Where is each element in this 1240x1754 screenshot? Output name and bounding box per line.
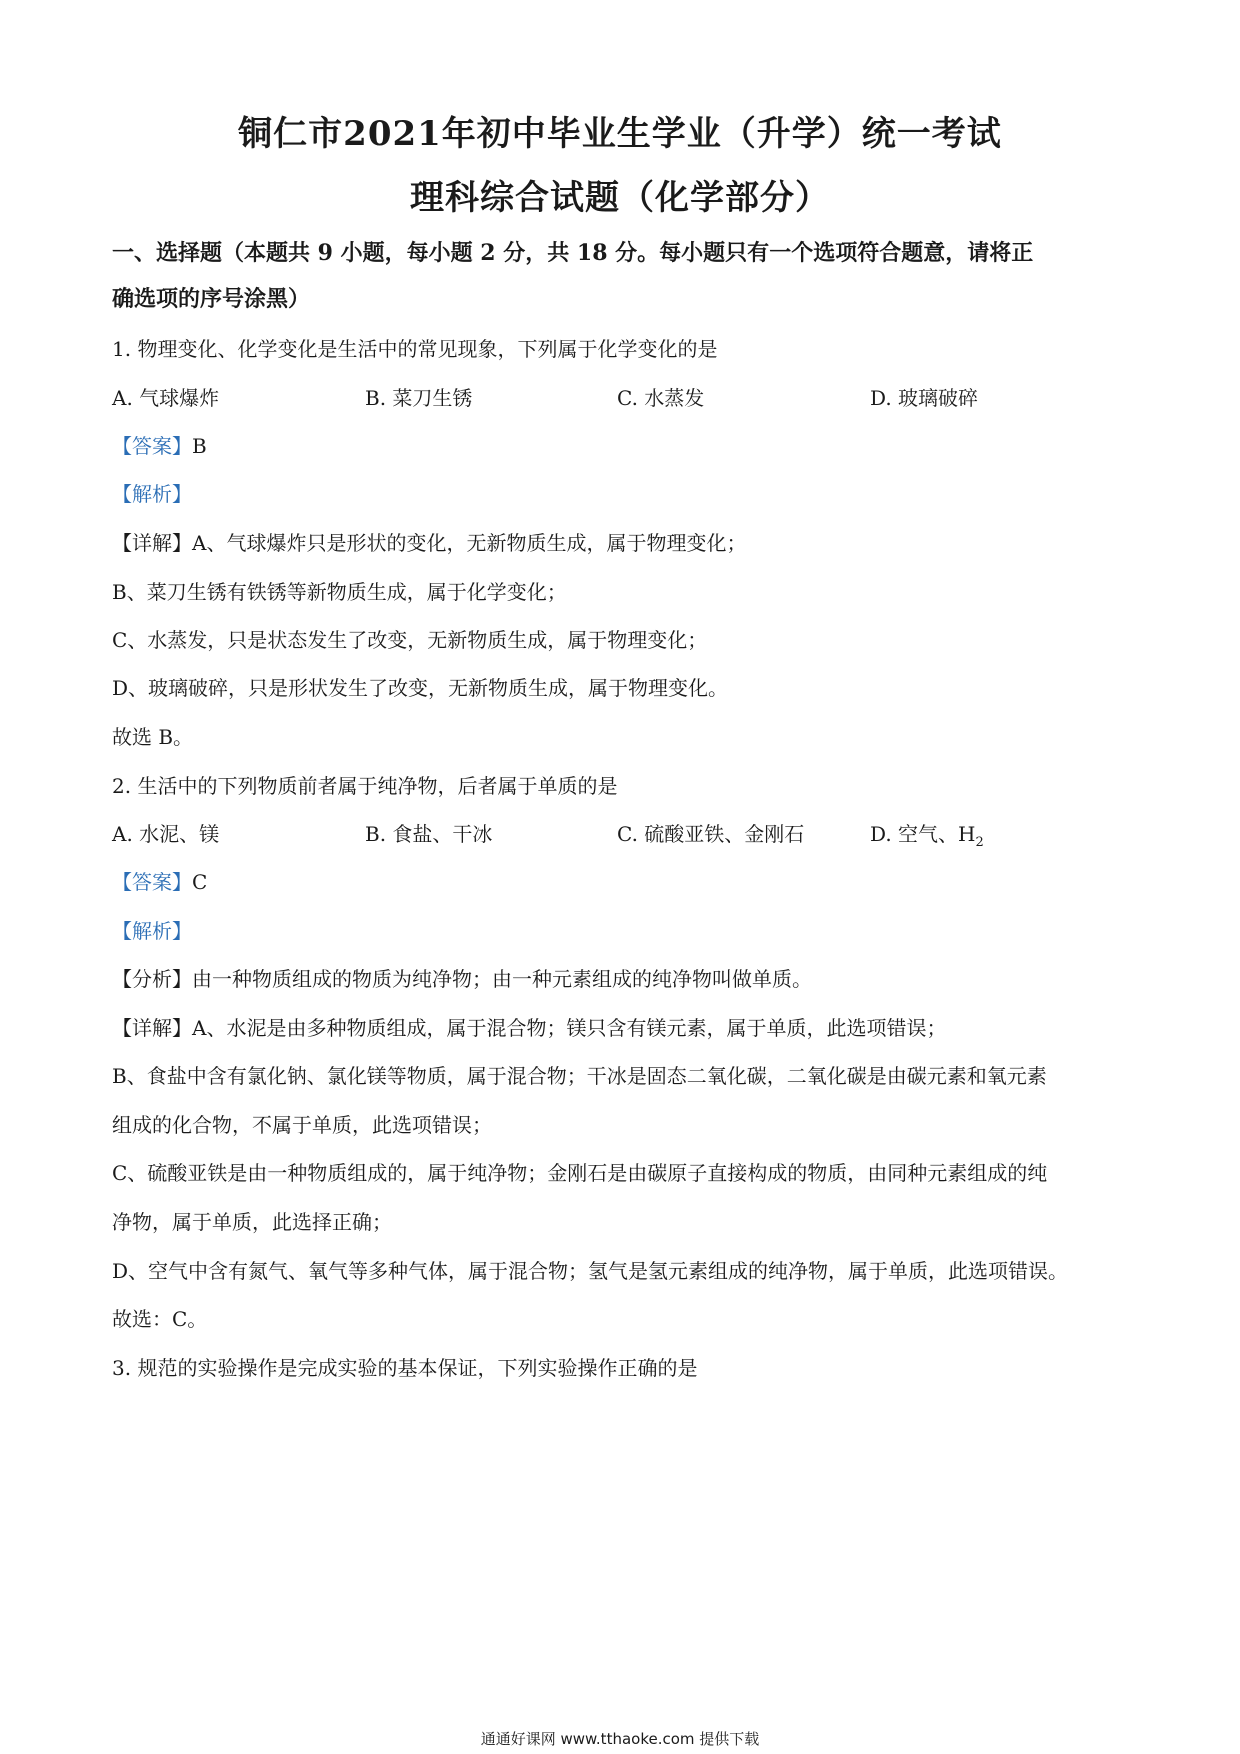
q1-detail-line: B、菜刀生锈有铁锈等新物质生成，属于化学变化； [112,580,567,604]
q2-detail-line: B、食盐中含有氯化钠、氯化镁等物质，属于混合物；干冰是固态二氧化碳，二氧化碳是由碳元素和氧元素 [112,1064,1047,1088]
answer-tag: 【答案】 [112,434,192,458]
page-title: 铜仁市2021年初中毕业生学业（升学）统一考试 [238,114,1002,154]
section-heading-line1: 一、选择题（本题共 9 小题，每小题 2 分，共 18 分。每小题只有一个选项符合题意，请将正 [112,240,1034,266]
q2-option-d-text: D. 空气、H [870,822,976,846]
q2-option-d [870,818,984,850]
page-subtitle: 理科综合试题（化学部分） [410,178,830,218]
q2-detail-line: D、空气中含有氮气、氧气等多种气体，属于混合物；氢气是氢元素组成的纯净物，属于单质，此选项错误。 [112,1259,1069,1283]
q2-stem: 2. 生活中的下列物质前者属于纯净物，后者属于单质的是 [112,774,618,798]
answer-value: B [192,434,207,458]
q2-detail-line: 【分析】由一种物质组成的物质为纯净物；由一种元素组成的纯净物叫做单质。 [112,967,812,991]
q1-option-b: B. 菜刀生锈 [365,386,473,410]
q2-option-a: A. 水泥、镁 [112,822,220,846]
q2-detail-line: 【详解】A、水泥是由多种物质组成，属于混合物；镁只含有镁元素，属于单质，此选项错误； [112,1016,947,1040]
q1-detail-line: C、水蒸发，只是状态发生了改变，无新物质生成，属于物理变化； [112,628,708,652]
q1-detail-line: 故选 B。 [112,725,194,749]
q2-option-d-subscript: 2 [975,835,984,850]
answer-value: C [192,870,208,894]
answer-tag: 【答案】 [112,870,192,894]
footer-credit: 通通好课网 www.tthaoke.com 提供下载 [480,1730,760,1748]
q1-answer [112,430,207,459]
q1-detail-line: D、玻璃破碎，只是形状发生了改变，无新物质生成，属于物理变化。 [112,676,729,700]
q2-answer [112,866,207,895]
q1-option-d: D. 玻璃破碎 [870,386,979,410]
q3-stem: 3. 规范的实验操作是完成实验的基本保证，下列实验操作正确的是 [112,1356,698,1380]
q2-detail-line: 故选：C。 [112,1307,208,1331]
q2-option-b: B. 食盐、干冰 [365,822,493,846]
q2-detail-line: 净物，属于单质，此选择正确； [112,1210,392,1234]
q1-option-c: C. 水蒸发 [617,386,705,410]
q1-detail-line: 【详解】A、气球爆炸只是形状的变化，无新物质生成，属于物理变化； [112,531,747,555]
q2-analysis-tag: 【解析】 [112,919,192,943]
q2-detail-line: C、硫酸亚铁是由一种物质组成的，属于纯净物；金刚石是由碳原子直接构成的物质，由同种元素组成的纯 [112,1161,1048,1185]
q2-detail-line: 组成的化合物，不属于单质，此选项错误； [112,1113,492,1137]
q2-option-c: C. 硫酸亚铁、金刚石 [617,822,805,846]
q1-stem: 1. 物理变化、化学变化是生活中的常见现象，下列属于化学变化的是 [112,337,718,361]
q1-analysis-tag: 【解析】 [112,482,192,506]
q1-option-a: A. 气球爆炸 [112,386,220,410]
section-heading-line2: 确选项的序号涂黑） [112,286,311,312]
